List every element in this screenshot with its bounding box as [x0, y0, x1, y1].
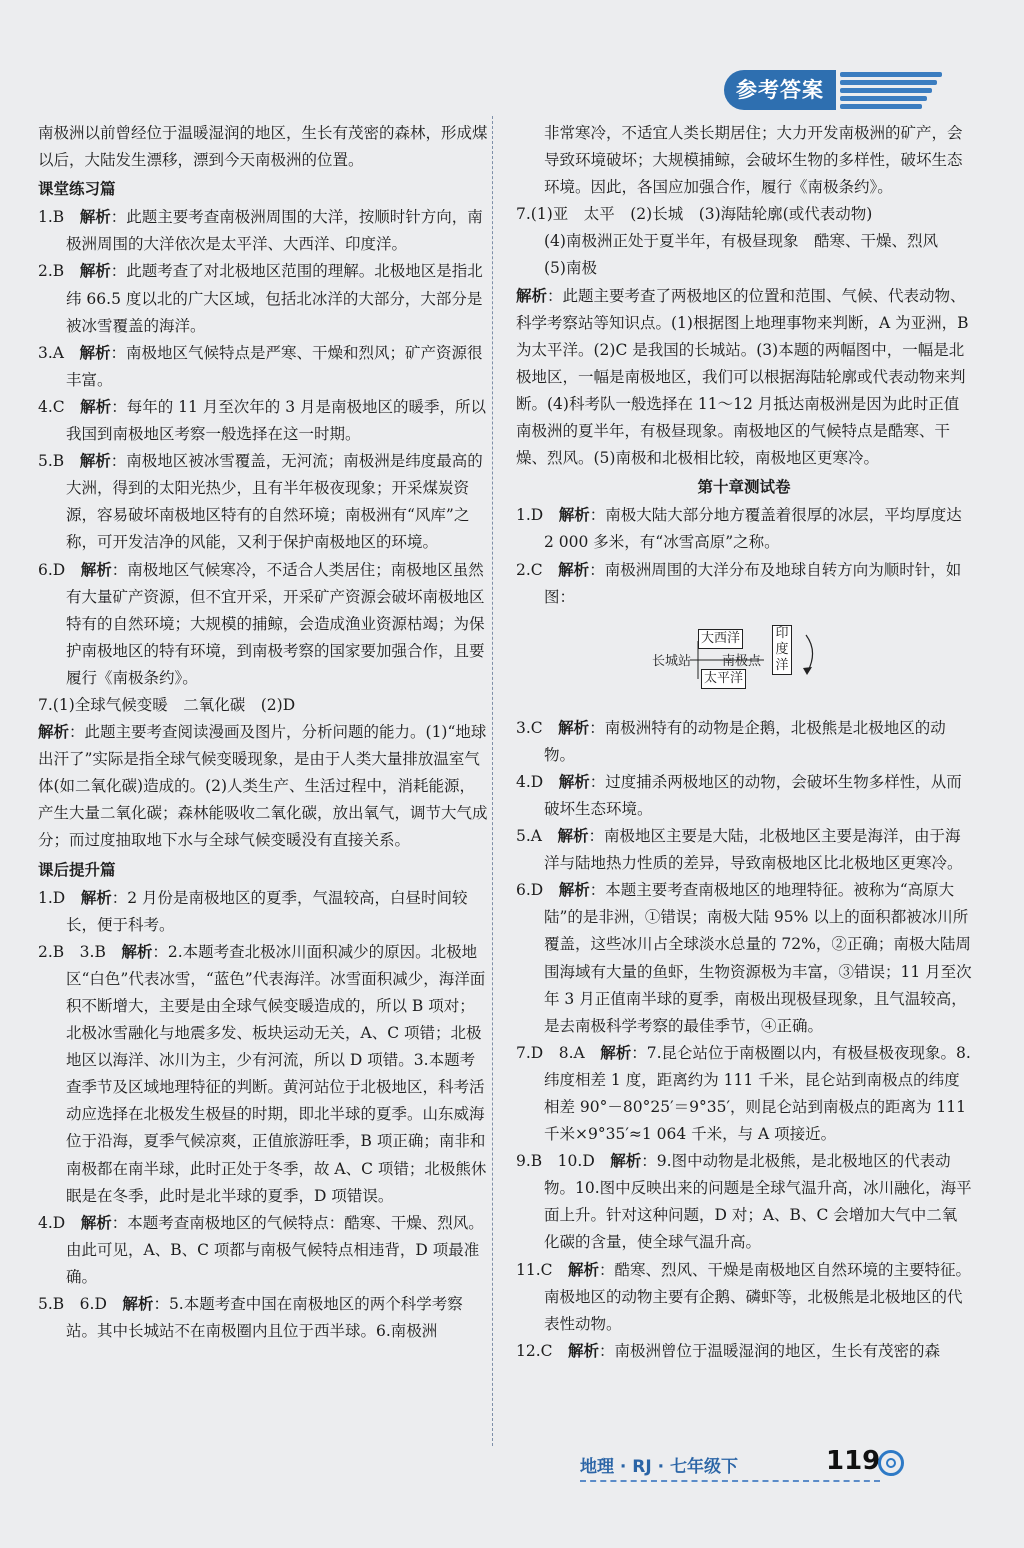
ocean-direction-diagram [516, 615, 972, 707]
answer-item: 4.D 解析：本题考查南极地区的气候特点：酷寒、干燥、烈风。由此可见，A、B、C 项都与南极气候特点相违背，D 项最准确。 [38, 1213, 484, 1286]
section-heading: 第十章测试卷 [697, 478, 791, 497]
answer-item: 7.(1)全球气候变暖 二氧化碳 (2)D [38, 695, 296, 714]
atlantic-box: 大西洋 [698, 629, 743, 649]
answer-item: 2.C 解析：南极洲周围的大洋分布及地球自转方向为顺时针，如图： [516, 560, 962, 606]
header-decoration [840, 72, 942, 108]
station-label: 长城站 [652, 653, 692, 669]
answer-item: 5.A 解析：南极地区主要是大陆，北极地区主要是海洋，由于海洋与陆地热力性质的差异，导致南极地区比北极地区更寒冷。 [516, 827, 963, 873]
intro-text: 南极洲以前曾经位于温暖湿润的地区，生长有茂密的森林，形成煤以后，大陆发生漂移，漂到今天南极洲的位置。 [38, 124, 488, 170]
answer-item: 3.C 解析：南极洲特有的动物是企鹅，北极熊是北极地区的动物。 [516, 718, 946, 764]
south-pole-label: 南极点 [722, 653, 762, 669]
answer-item: 6.D 解析：南极地区气候寒冷，不适合人类居住；南极地区虽然有大量矿产资源，但不宜开采，开采矿产资源会破坏南极地区特有的自然环境；大规模的捕鲸，会造成渔业资源枯竭；为保护南极地区的特有环境，到南极考察的国家要加强合作，且要履行《南极条约》。 [38, 560, 485, 687]
answer-item: 2.B 解析：此题考查了对北极地区范围的理解。北极地区是指北纬 66.5 度以北的广大区域，包括北冰洋的大部分，大部分是被冰雪覆盖的海洋。 [38, 262, 483, 335]
right-column [516, 120, 972, 1365]
answer-key-tab: 参考答案 [724, 70, 836, 110]
answer-item: 5.B 解析：南极地区被冰雪覆盖，无河流；南极洲是纬度最高的大洲，得到的太阳光热少，且有半年极夜现象；开采煤炭资源，容易破坏南极地区特有的自然环境；南极洲有“风库”之称，可开发洁净的风能，又利于保护南极地区的环境。 [38, 452, 483, 552]
indian-box: 印度洋 [772, 625, 792, 675]
answer-item: 6.D 解析：本题主要考查南极地区的地理特征。被称为“高原大陆”的是非洲，①错误；南极大陆 95% 以上的面积都被冰川所覆盖，这些冰川占全球淡水总量的 72%，②正确；南极大陆周围海域有大量的鱼虾，生物资源极为丰富，③错误；11 月至次年 3 月正值南半球的夏季，南极出现极昼现象，且气温较高，是去南极科学考察的最佳季节，④正确。 [516, 881, 972, 1035]
answer-item: 3.A 解析：南极地区气候特点是严寒、干燥和烈风；矿产资源很丰富。 [38, 343, 483, 389]
page-circle-icon [878, 1450, 904, 1476]
page-number: 119 [826, 1446, 881, 1476]
answer-item: 1.D 解析：2 月份是南极地区的夏季，气温较高，白昼时间较长，便于科考。 [38, 888, 468, 934]
answer-item: 4.C 解析：每年的 11 月至次年的 3 月是南极地区的暖季，所以我国到南极地区考察一般选择在这一时期。 [38, 397, 486, 444]
diagram-lines [686, 623, 826, 693]
analysis-text: 解析：此题主要考查了两极地区的位置和范围、气候、代表动物、科学考察站等知识点。(1)根据图上地理事物来判断，A 为亚洲，B 为太平洋。(2)C 是我国的长城站。(3)本题的两幅图中，一幅是北极地区，一幅是南极地区，我们可以根据海陆轮廓或代表动物来判断。(4)科考队一般选择在 11～12 月抵达南极洲是因为此时正值南极洲的夏半年，有极昼现象。南极地区的气候特点是酷寒、干燥、烈风。(5)南极和北极相比较，南极地区更寒冷。 [516, 286, 969, 468]
analysis-text: 解析：此题主要考查阅读漫画及图片，分析问题的能力。(1)“地球出汗了”实际是指全球气候变暖现象，是由于人类大量排放温室气体(如二氧化碳)造成的。(2)人类生产、生活过程中，消耗能源，产生大量二氧化碳；森林能吸收二氧化碳，放出氧气，调节大气成分；而过度抽取地下水与全球气候变暖没有直接关系。 [38, 723, 488, 850]
answer-item: (4)南极洲正处于夏半年，有极昼现象 酷寒、干燥、烈风 [544, 232, 938, 251]
answer-item: 1.B 解析：此题主要考查南极洲周围的大洋，按顺时针方向，南极洲周围的大洋依次是太平洋、大西洋、印度洋。 [38, 208, 483, 254]
continuation-text: 非常寒冷，不适宜人类长期居住；大力开发南极洲的矿产，会导致环境破坏；大规模捕鲸，会破坏生物的多样性，破坏生态环境。因此，各国应加强合作，履行《南极条约》。 [544, 124, 963, 197]
column-divider [492, 116, 493, 1446]
pacific-box: 太平洋 [701, 669, 746, 689]
answer-item: 4.D 解析：过度捕杀两极地区的动物，会破坏生物多样性，从而破坏生态环境。 [516, 772, 962, 818]
left-column [38, 120, 490, 1345]
answer-item: 2.B 3.B 解析：2.本题考查北极冰川面积减少的原因。北极地区“白色”代表冰雪，“蓝色”代表海洋。冰雪面积减少，海洋面积不断增大，主要是由全球气候变暖造成的，所以 B 项对；北极冰雪融化与地震多发、板块运动无关，A、C 项错；北极地区以海洋、冰川为主，少有河流，所以 D 项错。3.本题考查季节及区域地理特征的判断。黄河站位于北极地区，科考活动应选择在北极发生极昼的时期，即北半球的夏季。山东威海位于沿海，夏季气候凉爽，正值旅游旺季，B 项正确；南非和南极都在南半球，此时正处于冬季，故 A、C 项错；北极熊休眠是在冬季，此时是北半球的夏季，D 项错误。 [38, 942, 487, 1205]
answer-item: 12.C 解析：南极洲曾位于温暖湿润的地区，生长有茂密的森 [516, 1341, 941, 1360]
answer-item: 7.(1)亚 太平 (2)长城 (3)海陆轮廓(或代表动物) [516, 205, 873, 224]
footer-subject: 地理 · RJ · 七年级下 [580, 1457, 739, 1477]
answer-item: 5.B 6.D 解析：5.本题考查中国在南极地区的两个科学考察站。其中长城站不在南极圈内且位于西半球。6.南极洲 [38, 1295, 463, 1341]
answer-item: 11.C 解析：酷寒、烈风、干燥是南极地区自然环境的主要特征。南极地区的动物主要有企鹅、磷虾等，北极熊是北极地区的代表性动物。 [516, 1260, 972, 1333]
section-heading: 课后提升篇 [38, 860, 116, 879]
answer-item: 7.D 8.A 解析：7.昆仑站位于南极圈以内，有极昼极夜现象。8.纬度相差 1 度，距离约为 111 千米，昆仑站到南极点的纬度相差 90°－80°25′＝9°35′，则昆仑站到南极点的距离为 111 千米×9°35′≈1 064 千米，与 A 项接近。 [516, 1043, 971, 1144]
answer-item: (5)南极 [544, 259, 597, 278]
answer-item: 9.B 10.D 解析：9.图中动物是北极熊，是北极地区的代表动物。10.图中反映出来的问题是全球气温升高，冰川融化，海平面上升。针对这种问题，D 对；A、B、C 会增加大气中二氧化碳的含量，使全球气温升高。 [516, 1152, 972, 1252]
section-heading: 课堂练习篇 [38, 180, 116, 199]
footer-divider [580, 1480, 880, 1482]
answer-item: 1.D 解析：南极大陆大部分地方覆盖着很厚的冰层，平均厚度达 2 000 多米，有“冰雪高原”之称。 [516, 506, 962, 552]
